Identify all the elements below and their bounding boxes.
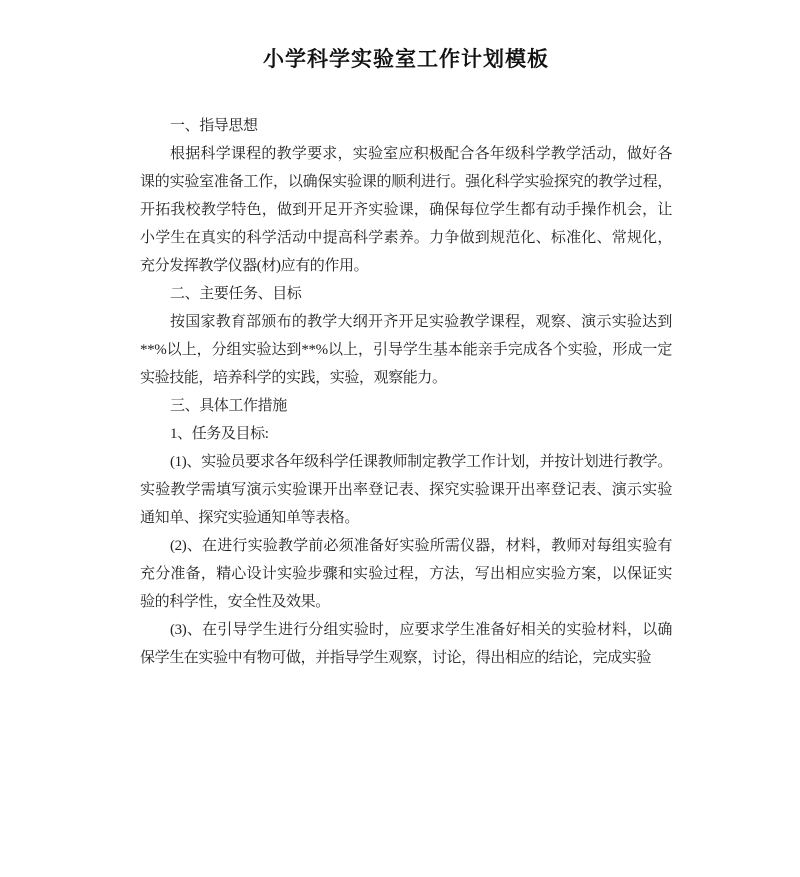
text-line: 一、指导思想 (170, 118, 258, 134)
text-line: 充分发挥教学仪器(材)应有的作用。 (140, 258, 369, 274)
text-line: 三、具体工作措施 (170, 398, 287, 414)
document-body (140, 112, 672, 672)
text-line: 课的实验室准备工作，以确保实验课的顺利进行。强化科学实验探究的教学过程， (140, 174, 672, 190)
section-heading (140, 392, 672, 420)
text-line: 1、任务及目标: (170, 426, 269, 442)
paragraph (140, 140, 672, 280)
paragraph (140, 448, 672, 532)
text-line: **%以上，分组实验达到**%以上，引导学生基本能亲手完成各个实验，形成一定 (140, 342, 672, 358)
text-line: 二、主要任务、目标 (170, 286, 302, 302)
section-heading (140, 420, 672, 448)
text-line: 开拓我校教学特色，做到开足开齐实验课，确保每位学生都有动手操作机会，让 (140, 202, 672, 218)
section-heading (140, 112, 672, 140)
paragraph (140, 616, 672, 672)
text-line: (1)、实验员要求各年级科学任课教师制定教学工作计划，并按计划进行教学。 (170, 454, 672, 470)
text-line: 通知单、探究实验通知单等表格。 (140, 510, 360, 526)
text-line: (3)、在引导学生进行分组实验时，应要求学生准备好相关的实验材料，以确 (170, 622, 672, 638)
paragraph (140, 532, 672, 616)
document-title: 小学科学实验室工作计划模板 (263, 47, 549, 71)
section-heading (140, 280, 672, 308)
text-line: 按国家教育部颁布的教学大纲开齐开足实验教学课程，观察、演示实验达到 (170, 314, 672, 330)
text-line: 实验教学需填写演示实验课开出率登记表、探究实验课开出率登记表、演示实验 (140, 482, 672, 498)
text-line: 验的科学性，安全性及效果。 (140, 594, 330, 610)
text-line: 根据科学课程的教学要求，实验室应积极配合各年级科学教学活动，做好各 (170, 146, 672, 162)
paragraph (140, 308, 672, 392)
text-line: (2)、在进行实验教学前必须准备好实验所需仪器，材料，教师对每组实验有 (170, 538, 672, 554)
text-line: 充分准备，精心设计实验步骤和实验过程，方法，写出相应实验方案，以保证实 (140, 566, 672, 582)
text-line: 实验技能，培养科学的实践，实验，观察能力。 (140, 370, 447, 386)
text-line: 保学生在实验中有物可做，并指导学生观察，讨论，得出相应的结论，完成实验 (140, 650, 652, 666)
text-line: 小学生在真实的科学活动中提高科学素养。力争做到规范化、标准化、常规化， (140, 230, 672, 246)
